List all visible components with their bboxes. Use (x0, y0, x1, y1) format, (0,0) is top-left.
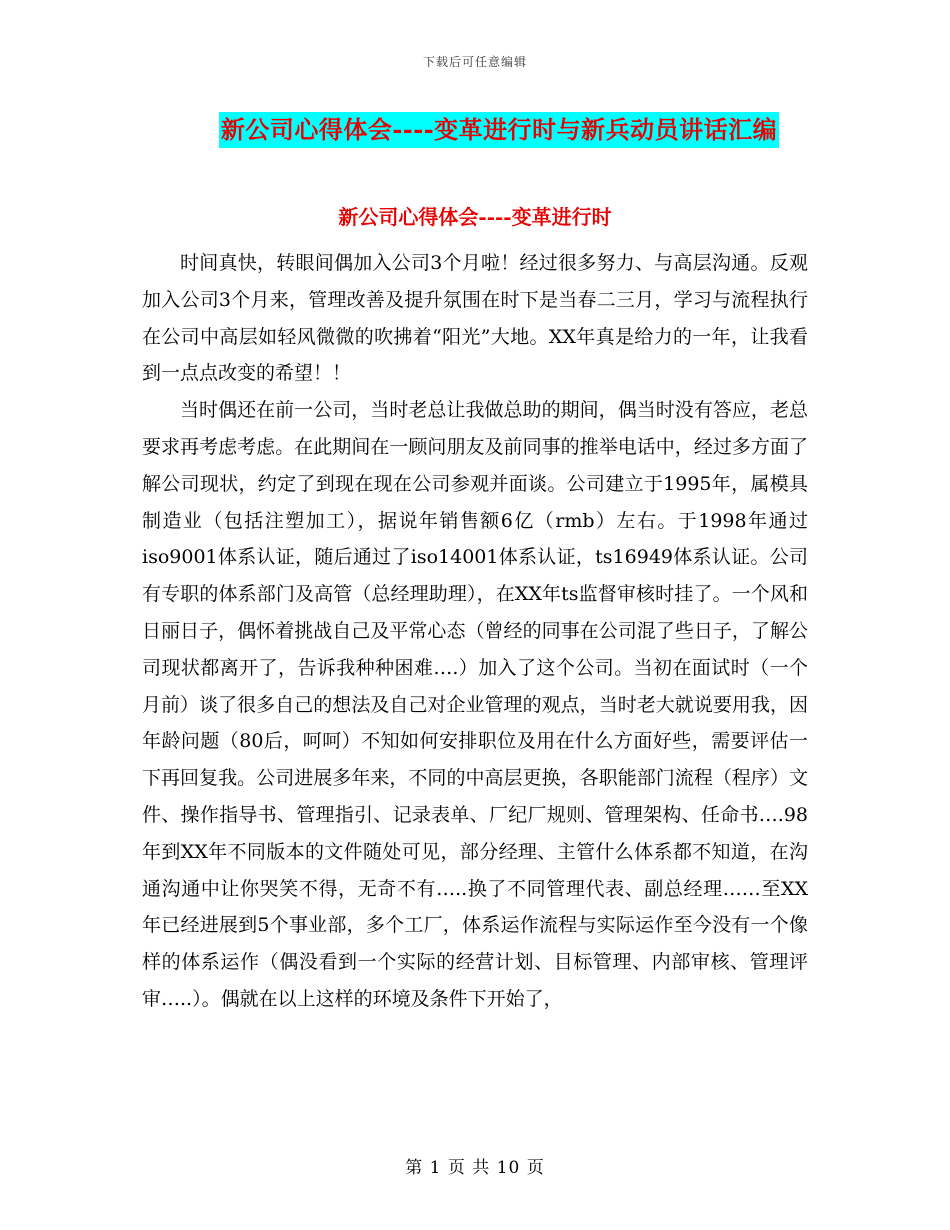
document-title: 新公司心得体会----变革进行时与新兵动员讲话汇编 (219, 112, 779, 148)
body-paragraph-2: 当时偶还在前一公司，当时老总让我做总助的期间，偶当时没有答应，老总要求再考虑考虑。在此期间在一顾问朋友及前同事的推举电话中，经过多方面了解公司现状，约定了到现在现在公司参观并面谈。公司建立于1995年，属模具制造业（包括注塑加工），据说年销售额6亿（rmb）左右。于1998年通过iso9001体系认证，随后通过了iso14001体系认证，ts16949体系认证。公司有专职的体系部门及高管（总经理助理），在XX年ts监督审核时挂了。一个风和日丽日子，偶怀着挑战自己及平常心态（曾经的同事在公司混了些日子，了解公司现状都离开了，告诉我种种困难….）加入了这个公司。当初在面试时（一个月前）谈了很多自己的想法及自己对企业管理的观点，当时老大就说要用我，因年龄问题（80后，呵呵）不知如何安排职位及用在什么方面好些，需要评估一下再回复我。公司进展多年来，不同的中高层更换，各职能部门流程（程序）文件、操作指导书、管理指引、记录表单、厂纪厂规则、管理架构、任命书….98年到XX年不同版本的文件随处可见，部分经理、主管什么体系都不知道，在沟通沟通中让你哭笑不得，无奇不有…..换了不同管理代表、副总经理……至XX年已经进展到5个事业部，多个工厂，体系运作流程与实际运作至今没有一个像样的体系运作（偶没看到一个实际的经营计划、目标管理、内部审核、管理评审…..）。偶就在以上这样的环境及条件下开始了， (142, 399, 808, 1010)
document-body (142, 245, 808, 1018)
page-header-note: 下载后可任意编辑 (422, 55, 527, 69)
main-title-container (0, 112, 950, 148)
page-footer: 第 1 页 共 10 页 (405, 1158, 545, 1178)
section-title: 新公司心得体会----变革进行时 (338, 205, 612, 229)
body-paragraph-1: 时间真快，转眼间偶加入公司3个月啦！经过很多努力、与高层沟通。反观加入公司3个月来，管理改善及提升氛围在时下是当春二三月，学习与流程执行在公司中高层如轻风微微的吹拂着“阳光”大地。XX年真是给力的一年，让我看到一点点改变的希望！！ (142, 252, 808, 385)
